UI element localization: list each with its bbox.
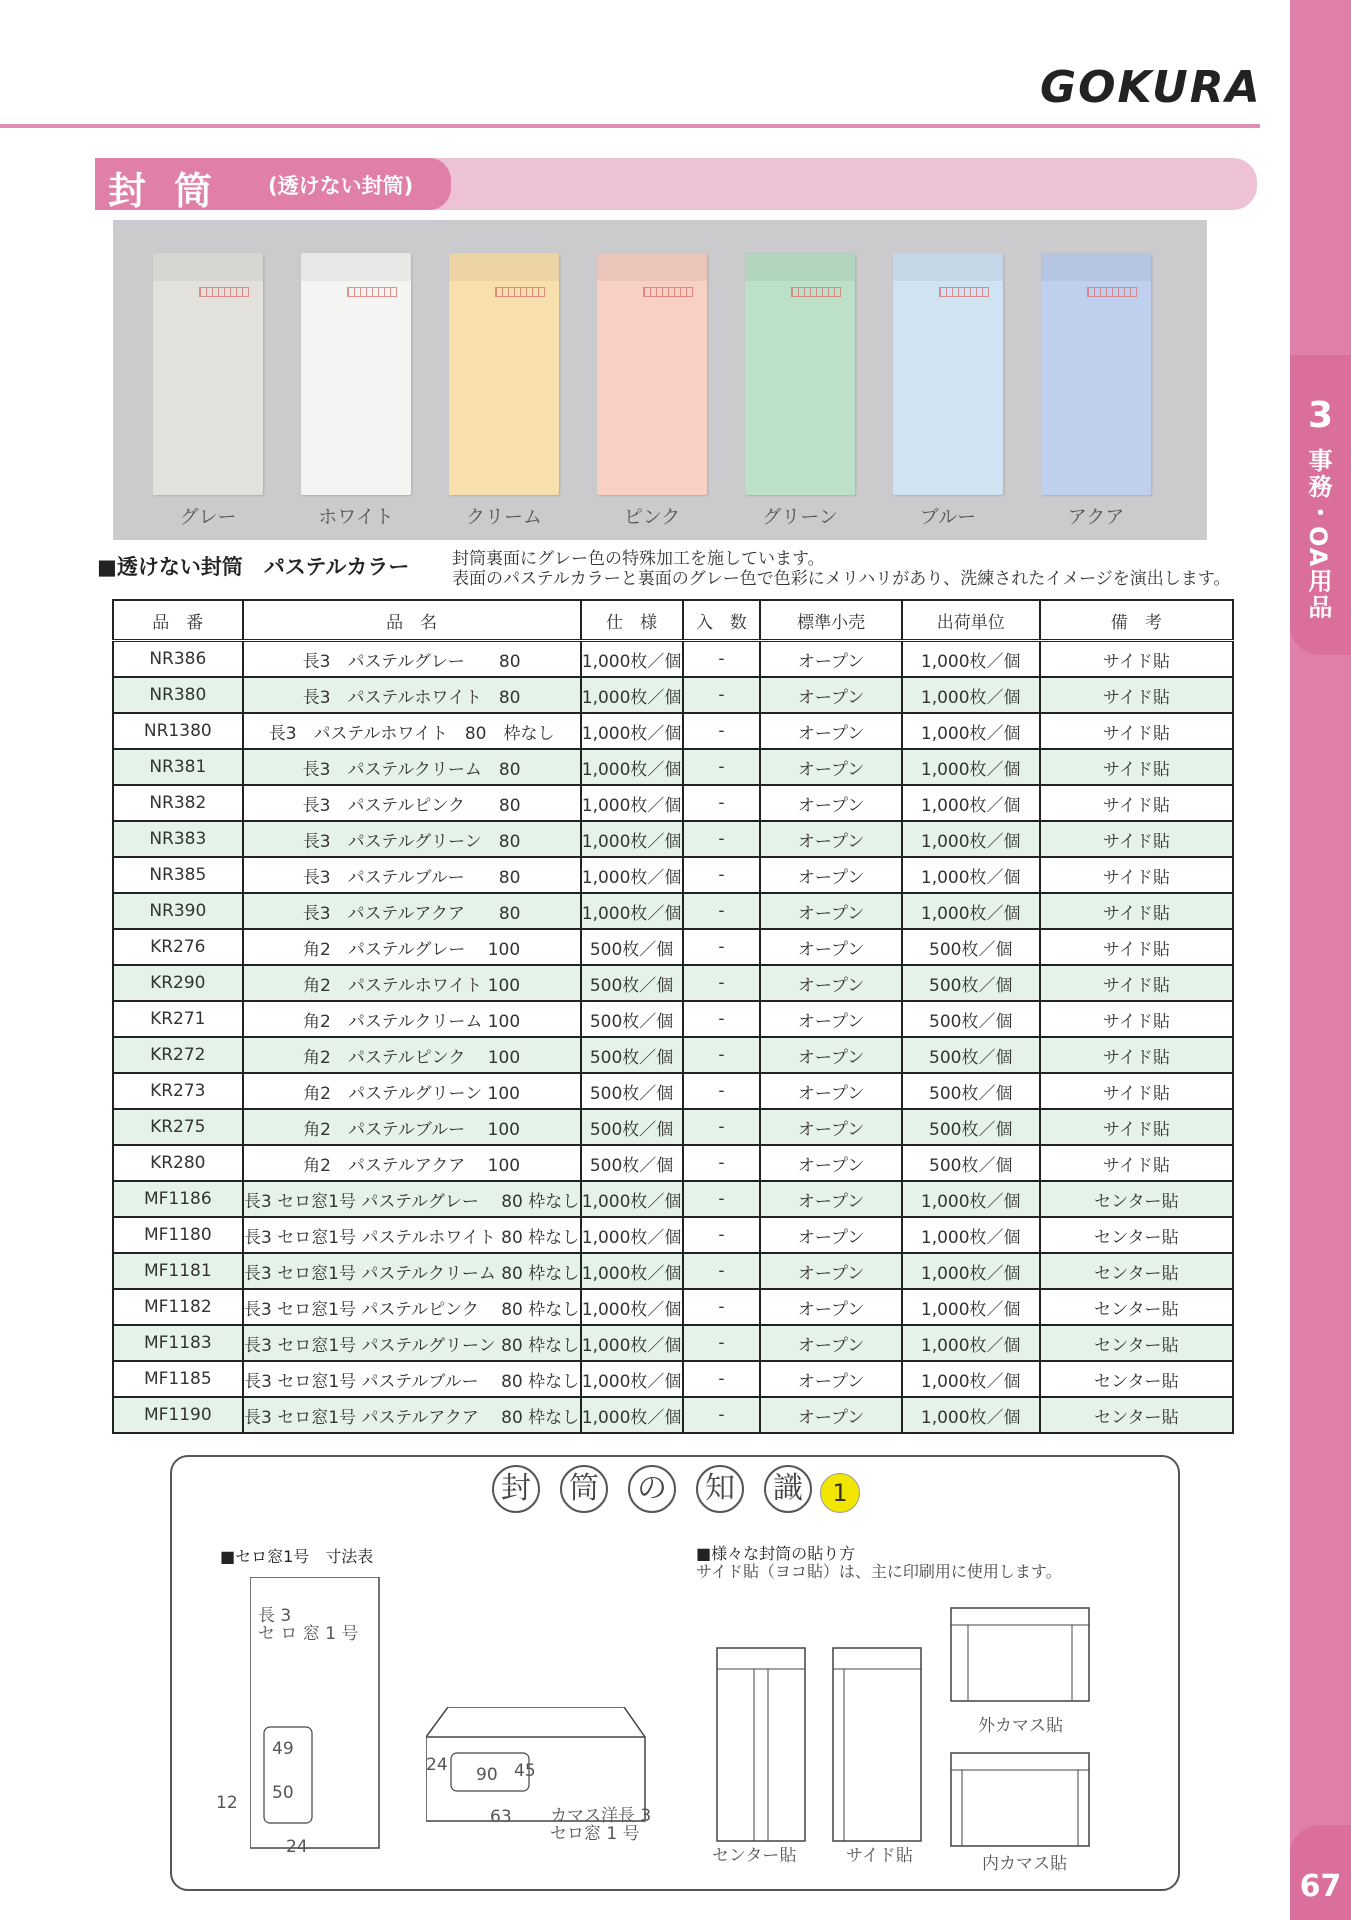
table-cell: NR386 — [113, 641, 243, 678]
table-row — [113, 929, 1233, 965]
dim-63: 63 — [490, 1807, 512, 1827]
knowledge-number-badge: 1 — [820, 1473, 860, 1513]
knowledge-title-char: の — [628, 1465, 676, 1513]
table-cell: オープン — [760, 1361, 902, 1397]
envelope-sample — [893, 253, 1003, 495]
table-cell: 1,000枚／個 — [902, 1397, 1040, 1433]
table-cell: サイド貼 — [1040, 1109, 1233, 1145]
table-cell: KR290 — [113, 965, 243, 1001]
caption-side-seal: サイド貼 — [846, 1846, 913, 1866]
table-cell: KR280 — [113, 1145, 243, 1181]
table-row — [113, 1181, 1233, 1217]
table-cell: センター貼 — [1040, 1181, 1233, 1217]
envelope-sample — [301, 253, 411, 495]
table-cell: 1,000枚／個 — [581, 713, 683, 749]
chapter-number: 3 — [1307, 395, 1334, 436]
table-cell: - — [683, 893, 761, 929]
table-cell: 角2 パステルグリーン 100 — [243, 1073, 581, 1109]
inner-kamasu-envelope — [950, 1752, 1090, 1847]
table-cell: センター貼 — [1040, 1325, 1233, 1361]
window-size-heading: ■セロ窓1号 寸法表 — [220, 1547, 374, 1566]
table-cell: 長3 パステルグリーン 80 — [243, 821, 581, 857]
table-cell: - — [683, 1181, 761, 1217]
table-cell: オープン — [760, 1037, 902, 1073]
table-cell: 長3 セロ窓1号 パステルグリーン 80 枠なし — [243, 1325, 581, 1361]
table-cell: - — [683, 1253, 761, 1289]
table-cell: サイド貼 — [1040, 785, 1233, 821]
table-cell: オープン — [760, 1397, 902, 1433]
column-header: 標準小売 — [760, 600, 902, 641]
sealing-types-heading: ■様々な封筒の貼り方 — [696, 1544, 856, 1563]
column-header: 品 名 — [243, 600, 581, 641]
table-cell: 1,000枚／個 — [902, 749, 1040, 785]
table-cell: センター貼 — [1040, 1217, 1233, 1253]
wide-envelope-diagram — [426, 1707, 646, 1822]
table-cell: 1,000枚／個 — [902, 857, 1040, 893]
table-cell: 長3 セロ窓1号 パステルブルー 80 枠なし — [243, 1361, 581, 1397]
table-row — [113, 965, 1233, 1001]
table-cell: - — [683, 785, 761, 821]
table-cell: - — [683, 1001, 761, 1037]
table-header-row — [113, 600, 1233, 641]
dim-24a: 24 — [286, 1837, 308, 1857]
table-cell: 長3 パステルピンク 80 — [243, 785, 581, 821]
table-cell: 1,000枚／個 — [902, 785, 1040, 821]
dim-24b: 24 — [426, 1755, 448, 1775]
brand-logo: GOKURA — [1040, 62, 1262, 113]
table-cell: - — [683, 1397, 761, 1433]
dim-45: 45 — [514, 1761, 536, 1781]
page-subtitle: (透けない封筒) — [268, 174, 414, 198]
outer-kamasu-envelope — [950, 1607, 1090, 1702]
table-cell: MF1182 — [113, 1289, 243, 1325]
table-cell: 500枚／個 — [581, 1037, 683, 1073]
table-cell: 長3 パステルホワイト 80 枠なし — [243, 713, 581, 749]
side-strip — [1290, 0, 1351, 1920]
table-cell: センター貼 — [1040, 1361, 1233, 1397]
table-cell: 1,000枚／個 — [581, 785, 683, 821]
envelope-flap — [745, 253, 855, 281]
table-cell: - — [683, 677, 761, 713]
table-row — [113, 857, 1233, 893]
knowledge-title-char: 封 — [492, 1465, 540, 1513]
table-cell: - — [683, 1073, 761, 1109]
table-cell: オープン — [760, 857, 902, 893]
table-cell: 500枚／個 — [902, 1145, 1040, 1181]
table-cell: 長3 パステルブルー 80 — [243, 857, 581, 893]
table-cell: KR275 — [113, 1109, 243, 1145]
table-cell: センター貼 — [1040, 1397, 1233, 1433]
envelope-color-label: ブルー — [919, 506, 977, 528]
table-cell: 1,000枚／個 — [902, 821, 1040, 857]
table-cell: 長3 セロ窓1号 パステルホワイト 80 枠なし — [243, 1217, 581, 1253]
table-cell: オープン — [760, 821, 902, 857]
table-cell: - — [683, 749, 761, 785]
table-row — [113, 749, 1233, 785]
envelope-flap — [597, 253, 707, 281]
table-cell: 1,000枚／個 — [902, 713, 1040, 749]
section-description — [452, 549, 1230, 589]
table-cell: - — [683, 1325, 761, 1361]
wide-envelope-label — [550, 1807, 651, 1843]
table-cell: - — [683, 1145, 761, 1181]
table-cell: - — [683, 1361, 761, 1397]
envelope-flap — [301, 253, 411, 281]
table-cell: 1,000枚／個 — [902, 1361, 1040, 1397]
table-cell: 1,000枚／個 — [581, 893, 683, 929]
table-cell: NR385 — [113, 857, 243, 893]
table-cell: 角2 パステルピンク 100 — [243, 1037, 581, 1073]
caption-inner-kamasu: 内カマス貼 — [982, 1854, 1067, 1874]
envelope-sample — [597, 253, 707, 495]
table-cell: NR381 — [113, 749, 243, 785]
wide-envelope-label-2: セロ窓 1 号 — [550, 1824, 640, 1844]
table-cell: センター貼 — [1040, 1253, 1233, 1289]
table-cell: 1,000枚／個 — [902, 1289, 1040, 1325]
table-row — [113, 713, 1233, 749]
table-row — [113, 1289, 1233, 1325]
table-cell: 1,000枚／個 — [581, 1397, 683, 1433]
table-cell: - — [683, 965, 761, 1001]
section-desc-line-2: 表面のパステルカラーと裏面のグレー色で色彩にメリハリがあり、洗練されたイメージを演出します。 — [452, 569, 1231, 589]
center-seal-envelope — [716, 1647, 806, 1842]
knowledge-title-char: 知 — [696, 1465, 744, 1513]
section-desc-line-1: 封筒裏面にグレー色の特殊加工を施しています。 — [452, 549, 825, 569]
postal-code-boxes — [1087, 287, 1137, 297]
table-cell: 角2 パステルアクア 100 — [243, 1145, 581, 1181]
table-cell: NR380 — [113, 677, 243, 713]
table-cell: 1,000枚／個 — [902, 1217, 1040, 1253]
long-envelope-label — [258, 1607, 358, 1643]
table-cell: 500枚／個 — [581, 929, 683, 965]
table-cell: 角2 パステルクリーム 100 — [243, 1001, 581, 1037]
table-cell: オープン — [760, 785, 902, 821]
postal-code-boxes — [791, 287, 841, 297]
table-row — [113, 1253, 1233, 1289]
table-cell: 長3 セロ窓1号 パステルアクア 80 枠なし — [243, 1397, 581, 1433]
table-cell: - — [683, 821, 761, 857]
table-cell: 長3 パステルホワイト 80 — [243, 677, 581, 713]
table-cell: 500枚／個 — [902, 1109, 1040, 1145]
table-row — [113, 641, 1233, 678]
table-cell: サイド貼 — [1040, 677, 1233, 713]
postal-code-boxes — [939, 287, 989, 297]
table-cell: 500枚／個 — [581, 965, 683, 1001]
dim-49: 49 — [272, 1739, 294, 1759]
sealing-types-desc: サイド貼（ヨコ貼）は、主に印刷用に使用します。 — [696, 1562, 1062, 1581]
table-cell: NR1380 — [113, 713, 243, 749]
dim-50: 50 — [272, 1783, 294, 1803]
table-cell: NR390 — [113, 893, 243, 929]
table-cell: 500枚／個 — [902, 929, 1040, 965]
product-photo — [113, 220, 1207, 540]
table-cell: 1,000枚／個 — [902, 893, 1040, 929]
table-cell: MF1180 — [113, 1217, 243, 1253]
envelope-color-label: ホワイト — [318, 506, 394, 528]
table-cell: MF1185 — [113, 1361, 243, 1397]
table-cell: MF1190 — [113, 1397, 243, 1433]
knowledge-title-char: 識 — [764, 1465, 812, 1513]
side-seal-envelope — [832, 1647, 922, 1842]
table-cell: 1,000枚／個 — [902, 677, 1040, 713]
envelope-sample — [1041, 253, 1151, 495]
table-cell: 1,000枚／個 — [581, 1361, 683, 1397]
table-cell: 長3 パステルクリーム 80 — [243, 749, 581, 785]
table-cell: 1,000枚／個 — [581, 821, 683, 857]
table-cell: - — [683, 1217, 761, 1253]
table-cell: 長3 パステルグレー 80 — [243, 641, 581, 678]
table-cell: - — [683, 641, 761, 678]
table-cell: KR272 — [113, 1037, 243, 1073]
table-row — [113, 1109, 1233, 1145]
table-cell: 500枚／個 — [581, 1073, 683, 1109]
table-cell: - — [683, 929, 761, 965]
table-cell: サイド貼 — [1040, 929, 1233, 965]
table-cell: オープン — [760, 1325, 902, 1361]
envelope-flap — [449, 253, 559, 281]
dim-12: 12 — [216, 1793, 238, 1813]
table-cell: センター貼 — [1040, 1289, 1233, 1325]
table-cell: オープン — [760, 1073, 902, 1109]
wide-envelope-label-1: カマス洋長 3 — [550, 1806, 652, 1826]
table-cell: KR273 — [113, 1073, 243, 1109]
column-header: 出荷単位 — [902, 600, 1040, 641]
column-header: 品 番 — [113, 600, 243, 641]
envelope-color-label: グレー — [179, 506, 237, 528]
table-cell: サイド貼 — [1040, 1037, 1233, 1073]
table-cell: MF1183 — [113, 1325, 243, 1361]
table-cell: 500枚／個 — [902, 965, 1040, 1001]
table-cell: オープン — [760, 1289, 902, 1325]
table-cell: 1,000枚／個 — [581, 677, 683, 713]
table-body — [113, 641, 1233, 1434]
postal-code-boxes — [495, 287, 545, 297]
table-cell: 500枚／個 — [581, 1001, 683, 1037]
table-cell: サイド貼 — [1040, 1073, 1233, 1109]
table-cell: 1,000枚／個 — [581, 857, 683, 893]
table-row — [113, 1217, 1233, 1253]
table-cell: オープン — [760, 713, 902, 749]
table-cell: 角2 パステルブルー 100 — [243, 1109, 581, 1145]
envelope-flap — [893, 253, 1003, 281]
knowledge-title-char: 筒 — [560, 1465, 608, 1513]
table-row — [113, 821, 1233, 857]
table-cell: - — [683, 1289, 761, 1325]
table-cell: サイド貼 — [1040, 1145, 1233, 1181]
table-row — [113, 785, 1233, 821]
table-row — [113, 1001, 1233, 1037]
table-cell: 1,000枚／個 — [581, 1181, 683, 1217]
table-cell: オープン — [760, 1253, 902, 1289]
table-cell: 角2 パステルホワイト 100 — [243, 965, 581, 1001]
table-row — [113, 1361, 1233, 1397]
table-cell: オープン — [760, 641, 902, 678]
column-header: 仕 様 — [581, 600, 683, 641]
envelope-sample — [745, 253, 855, 495]
table-cell: 1,000枚／個 — [581, 1217, 683, 1253]
product-table — [112, 599, 1234, 1434]
postal-code-boxes — [199, 287, 249, 297]
table-cell: MF1186 — [113, 1181, 243, 1217]
long-envelope-label-1: 長 3 — [258, 1606, 292, 1626]
table-cell: オープン — [760, 929, 902, 965]
table-cell: オープン — [760, 1109, 902, 1145]
table-row — [113, 1145, 1233, 1181]
envelope-flap — [153, 253, 263, 281]
table-cell: オープン — [760, 893, 902, 929]
table-cell: 500枚／個 — [581, 1145, 683, 1181]
table-cell: 1,000枚／個 — [902, 1253, 1040, 1289]
table-cell: オープン — [760, 1001, 902, 1037]
table-cell: 1,000枚／個 — [581, 1325, 683, 1361]
table-cell: オープン — [760, 1145, 902, 1181]
envelope-color-label: グリーン — [762, 506, 838, 528]
table-cell: オープン — [760, 677, 902, 713]
column-header: 入 数 — [683, 600, 761, 641]
table-cell: 角2 パステルグレー 100 — [243, 929, 581, 965]
table-cell: サイド貼 — [1040, 857, 1233, 893]
caption-center-seal: センター貼 — [712, 1846, 797, 1866]
table-cell: 1,000枚／個 — [581, 1253, 683, 1289]
column-header: 備 考 — [1040, 600, 1233, 641]
postal-code-boxes — [347, 287, 397, 297]
section-title: ■透けない封筒 パステルカラー — [97, 555, 410, 579]
table-cell: 1,000枚／個 — [581, 641, 683, 678]
envelope-color-label: ピンク — [623, 506, 681, 528]
table-cell: 500枚／個 — [902, 1001, 1040, 1037]
envelope-knowledge-box — [170, 1455, 1180, 1891]
table-row — [113, 893, 1233, 929]
table-cell: 1,000枚／個 — [581, 1289, 683, 1325]
table-cell: 500枚／個 — [902, 1037, 1040, 1073]
table-cell: オープン — [760, 1217, 902, 1253]
long-envelope-label-2: セ ロ 窓 1 号 — [258, 1624, 359, 1644]
table-cell: - — [683, 857, 761, 893]
table-cell: サイド貼 — [1040, 1001, 1233, 1037]
table-cell: KR276 — [113, 929, 243, 965]
table-row — [113, 677, 1233, 713]
envelope-color-label: アクア — [1067, 506, 1125, 528]
envelope-flap — [1041, 253, 1151, 281]
envelope-sample — [153, 253, 263, 495]
table-cell: オープン — [760, 1181, 902, 1217]
table-row — [113, 1397, 1233, 1433]
caption-outer-kamasu: 外カマス貼 — [978, 1716, 1063, 1736]
envelope-sample — [449, 253, 559, 495]
table-cell: サイド貼 — [1040, 893, 1233, 929]
table-row — [113, 1325, 1233, 1361]
table-cell: 1,000枚／個 — [902, 641, 1040, 678]
chapter-label: 事務・OA用品 — [1304, 448, 1332, 621]
table-cell: NR383 — [113, 821, 243, 857]
table-cell: KR271 — [113, 1001, 243, 1037]
page-number-tab — [1290, 1825, 1351, 1920]
table-cell: 500枚／個 — [902, 1073, 1040, 1109]
dim-90: 90 — [476, 1765, 498, 1785]
table-cell: 長3 セロ窓1号 パステルクリーム 80 枠なし — [243, 1253, 581, 1289]
table-cell: 1,000枚／個 — [581, 749, 683, 785]
table-row — [113, 1073, 1233, 1109]
table-cell: オープン — [760, 749, 902, 785]
page-title: 封筒 — [108, 169, 241, 213]
table-cell: サイド貼 — [1040, 821, 1233, 857]
envelope-color-label: クリーム — [465, 506, 542, 528]
table-cell: 長3 セロ窓1号 パステルピンク 80 枠なし — [243, 1289, 581, 1325]
table-cell: - — [683, 1109, 761, 1145]
table-cell: - — [683, 1037, 761, 1073]
table-cell: オープン — [760, 965, 902, 1001]
header-rule — [0, 124, 1260, 128]
table-cell: サイド貼 — [1040, 749, 1233, 785]
table-cell: NR382 — [113, 785, 243, 821]
table-cell: 1,000枚／個 — [902, 1181, 1040, 1217]
table-cell: - — [683, 713, 761, 749]
table-cell: 長3 セロ窓1号 パステルグレー 80 枠なし — [243, 1181, 581, 1217]
table-cell: サイド貼 — [1040, 965, 1233, 1001]
table-cell: 500枚／個 — [581, 1109, 683, 1145]
table-cell: サイド貼 — [1040, 713, 1233, 749]
page-number: 67 — [1299, 1869, 1342, 1904]
table-cell: 長3 パステルアクア 80 — [243, 893, 581, 929]
table-row — [113, 1037, 1233, 1073]
postal-code-boxes — [643, 287, 693, 297]
table-cell: 1,000枚／個 — [902, 1325, 1040, 1361]
table-cell: サイド貼 — [1040, 641, 1233, 678]
table-cell: MF1181 — [113, 1253, 243, 1289]
